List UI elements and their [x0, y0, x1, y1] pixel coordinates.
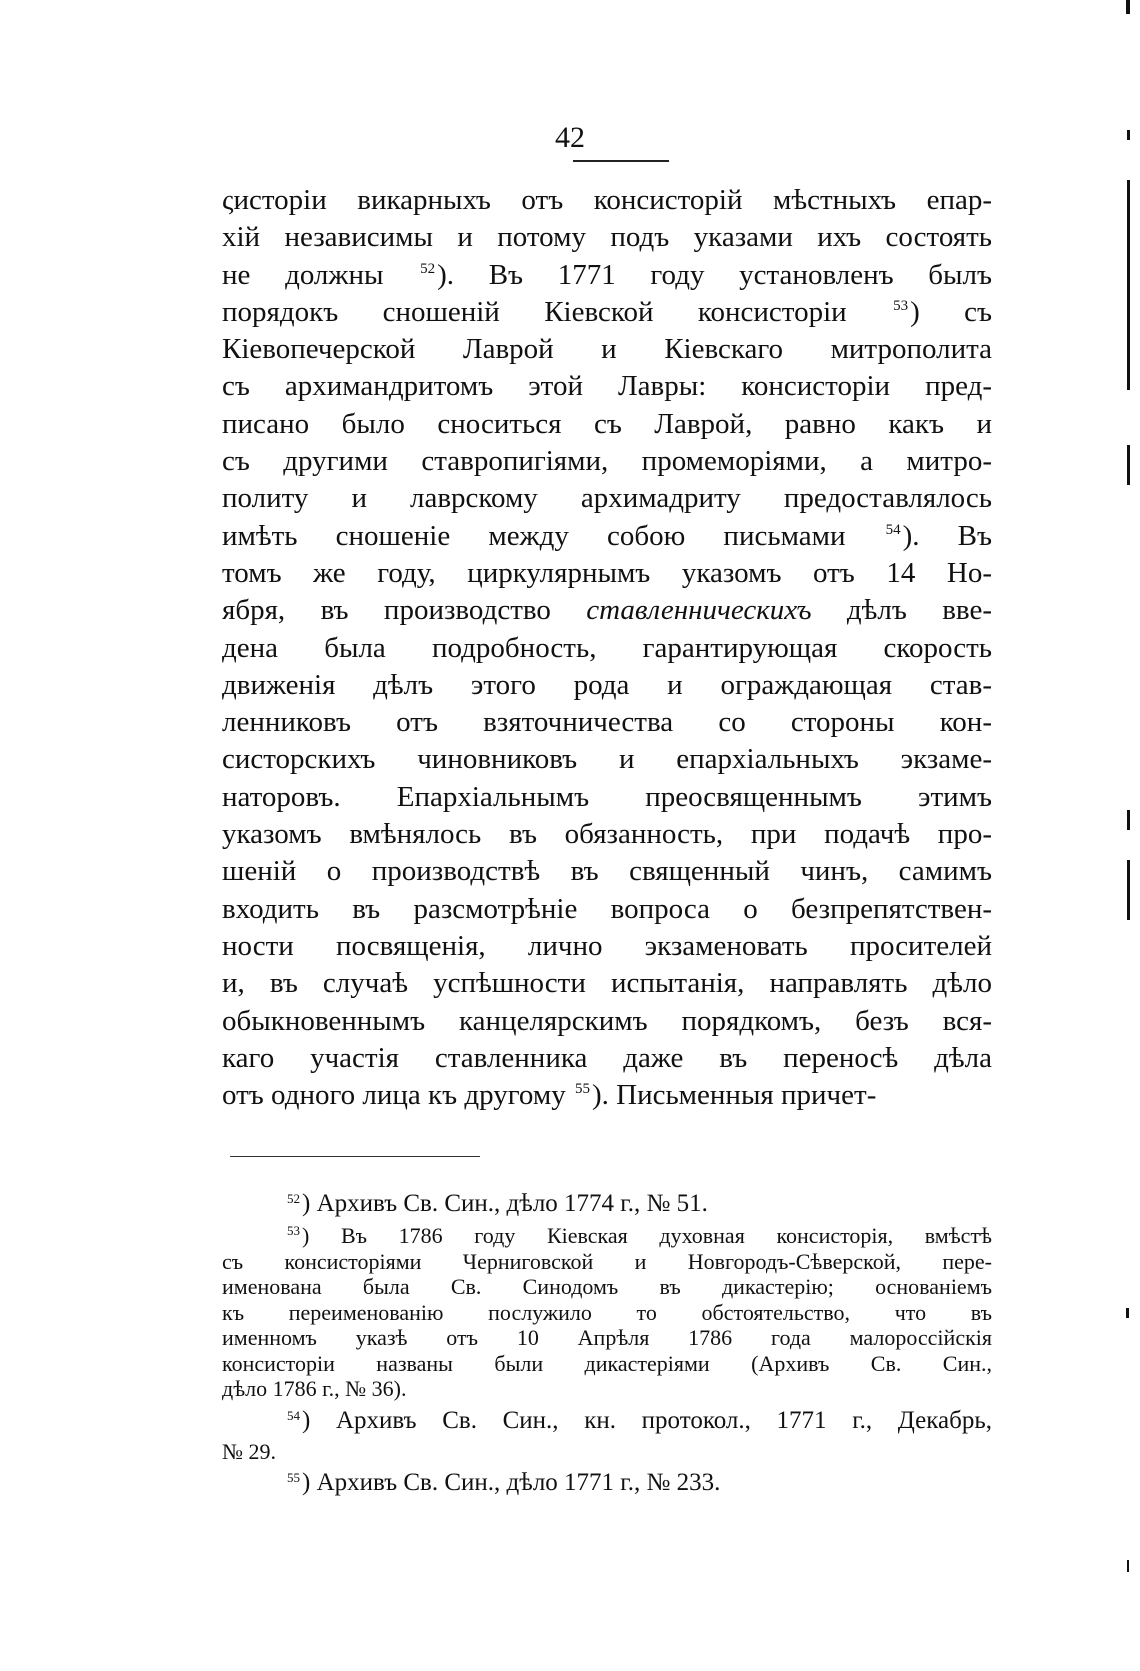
footnote-separator	[230, 1156, 480, 1157]
footnote-reference: 55	[574, 1081, 590, 1098]
footnote-text: къ переименованію послужило то обстоятельство, что въ	[222, 1299, 992, 1325]
text-line	[222, 630, 992, 667]
text-line	[222, 928, 992, 965]
text-line	[222, 965, 992, 1002]
footnote-line	[222, 1185, 992, 1223]
line-text: ября, въ производство	[222, 594, 587, 627]
line-text: ςисторіи викарныхъ отъ консисторій мѣстныхъ епар-	[222, 184, 992, 216]
footnote-reference: 52	[420, 260, 436, 277]
line-text: хій независимы и потому подъ указами ихъ состоять	[222, 221, 992, 254]
footnote-text: съ консисторіями Черниговской и Новгородъ-Сѣверской, пере-	[222, 1248, 992, 1274]
line-text: наторовъ. Епархіальнымъ преосвященнымъ этимъ	[222, 780, 992, 813]
scan-edge-mark	[1127, 130, 1130, 140]
scan-edge-mark	[1127, 180, 1130, 390]
footnote-text: консисторіи названы были дикастеріями (Архивъ Св. Син.,	[222, 1350, 992, 1376]
body-text	[222, 182, 992, 1114]
text-line	[222, 368, 992, 405]
text-line	[222, 816, 992, 853]
footnote-line	[222, 1439, 992, 1465]
line-text: ности посвященія, лично экзаменовать просителей	[222, 929, 992, 962]
line-text: съ архимандритомъ этой Лавры: консисторіи пред-	[222, 370, 992, 403]
footnote-text: дѣло 1786 г., № 36).	[222, 1376, 407, 1401]
text-line	[222, 704, 992, 741]
text-line	[222, 294, 992, 331]
line-text: томъ же году, циркулярнымъ указомъ отъ 14 Но-	[222, 556, 992, 589]
footnote-line	[222, 1223, 992, 1249]
scan-edge-mark	[1127, 810, 1130, 830]
text-line	[222, 480, 992, 517]
footnote-line	[222, 1376, 992, 1402]
text-line	[222, 331, 992, 368]
scan-edge-mark	[1127, 445, 1130, 485]
line-text: порядокъ сношеній Кіевской консисторіи	[222, 295, 892, 328]
footnote-55	[222, 1464, 992, 1501]
text-line	[222, 592, 992, 629]
line-text: дѣлъ вве-	[811, 594, 992, 627]
text-line	[222, 518, 992, 555]
text-line	[222, 779, 992, 816]
line-text: Кіевопечерской Лаврой и Кіевскаго митрополита	[222, 333, 992, 366]
text-line	[222, 182, 992, 219]
footnote-text: № 29.	[222, 1438, 276, 1464]
text-line	[222, 1003, 992, 1040]
footnote-53	[222, 1223, 992, 1402]
line-text: съ другими ставропигіями, промеморіями, а митро-	[222, 445, 992, 478]
footnote-number: 55	[287, 1470, 300, 1485]
footnote-line	[222, 1325, 992, 1351]
line-text: ленниковъ отъ взяточничества со стороны кон-	[222, 706, 992, 739]
scan-edge-mark	[1127, 1560, 1129, 1572]
footnote-line	[222, 1249, 992, 1275]
text-line	[222, 555, 992, 592]
text-line	[222, 891, 992, 928]
text-line	[222, 257, 992, 294]
line-text: движенія дѣлъ этого рода и ограждающая став-	[222, 668, 992, 701]
line-text: ) съ	[910, 295, 992, 328]
line-text: обыкновеннымъ канцелярскимъ порядкомъ, безъ вся-	[222, 1004, 992, 1037]
line-text: ). Въ	[902, 519, 992, 552]
line-text: и, въ случаѣ успѣшности испытанія, направлять дѣло	[222, 967, 992, 1000]
line-text: входить въ разсмотрѣніе вопроса о безпрепятствен-	[222, 892, 992, 925]
scan-edge-mark	[1127, 860, 1130, 920]
line-text: отъ одного лица къ другому	[222, 1079, 573, 1112]
line-text: каго участія ставленника даже въ переносѣ дѣла	[222, 1041, 992, 1074]
line-text: не должны	[222, 258, 419, 291]
emphasized-term: ставленническихъ	[586, 594, 812, 627]
line-text: политу и лаврскому архимадриту предоставлялось	[222, 482, 992, 515]
footnote-text: ) Въ 1786 году Кіевская духовная консисторія, вмѣстѣ	[302, 1223, 992, 1248]
footnote-number: 53	[287, 1223, 300, 1238]
footnote-line	[222, 1402, 992, 1439]
text-line	[222, 443, 992, 480]
text-line	[222, 1040, 992, 1077]
footnote-number: 52	[287, 1191, 300, 1206]
line-text: писано было сноситься съ Лаврой, равно какъ и	[222, 407, 992, 440]
line-text: дена была подробность, гарантирующая скорость	[222, 631, 992, 664]
footnote-number: 54	[287, 1407, 300, 1423]
footnote-line	[222, 1351, 992, 1377]
footnote-line	[222, 1300, 992, 1326]
line-text: шеній о производствѣ въ священный чинъ, самимъ	[222, 855, 992, 888]
line-text: указомъ вмѣнялось въ обязанность, при подачѣ про-	[222, 818, 992, 851]
scan-edge-mark	[1126, 0, 1130, 14]
footnote-text: ) Архивъ Св. Син., дѣло 1774 г., № 51.	[302, 1190, 708, 1217]
footnote-52	[222, 1185, 992, 1223]
line-text: систорскихъ чиновниковъ и епархіальныхъ экзаме-	[222, 743, 992, 776]
text-line	[222, 219, 992, 256]
text-line	[222, 853, 992, 890]
line-text: ). Письменныя причет-	[591, 1079, 877, 1112]
scan-edge-mark	[1126, 1308, 1129, 1318]
footnote-reference: 54	[885, 521, 901, 538]
text-line	[222, 406, 992, 443]
text-line	[222, 667, 992, 704]
text-line	[222, 741, 992, 778]
footnote-text: именномъ указѣ отъ 10 Апрѣля 1786 года малороссійскія	[222, 1325, 992, 1350]
footnote-reference: 53	[893, 297, 909, 314]
footnote-line	[222, 1274, 992, 1300]
text-line	[222, 1077, 992, 1114]
footnote-text: ) Архивъ Св. Син., дѣло 1771 г., № 233.	[302, 1469, 721, 1496]
page-number-rule	[573, 160, 669, 162]
page-number: 42	[555, 121, 585, 154]
footnote-text: именована была Св. Синодомъ въ дикастерію; основаніемъ	[222, 1274, 992, 1299]
footnote-text: ) Архивъ Св. Син., кн. протокол., 1771 г., Декабрь,	[302, 1406, 992, 1434]
line-text: ). Въ 1771 году установленъ былъ	[437, 258, 992, 291]
line-text: имѣть сношеніе между собою письмами	[222, 519, 884, 552]
footnote-54	[222, 1402, 992, 1465]
footnote-line	[222, 1464, 992, 1501]
footnotes	[222, 1185, 992, 1501]
